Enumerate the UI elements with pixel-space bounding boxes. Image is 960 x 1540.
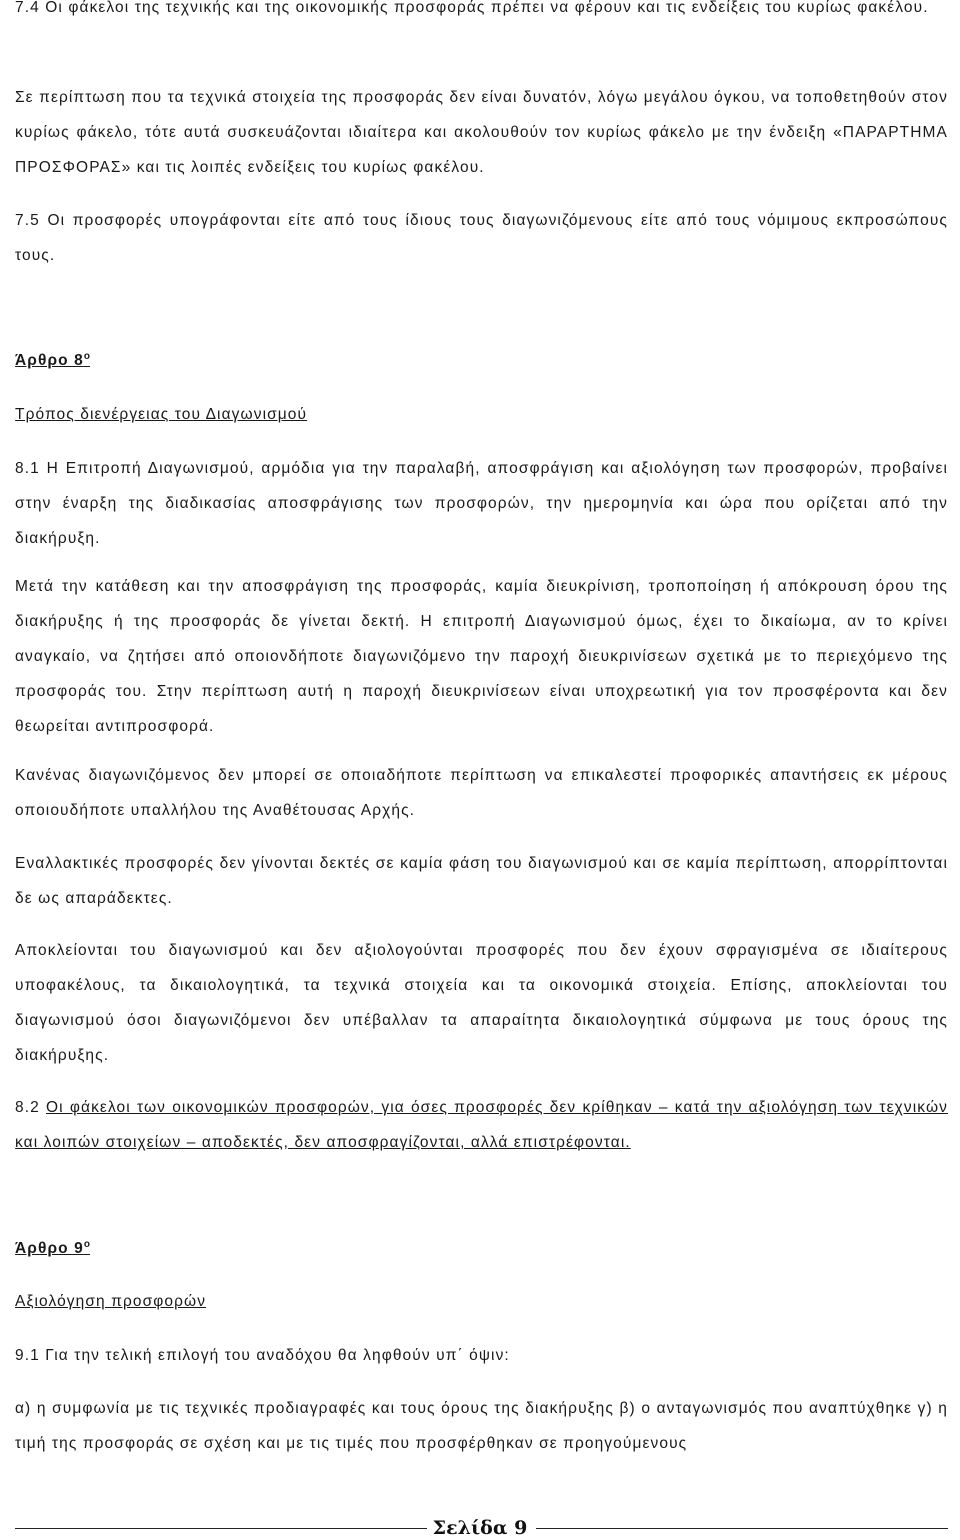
paragraph-8-1-clarifications: Μετά την κατάθεση και την αποσφράγιση της προσφοράς, καμία διευκρίνιση, τροποποίηση ή απόκρουση όρου της διακήρυξης ή της προσφοράς δε γίνεται δεκτή. Η επιτροπή Διαγωνισμού όμως, έχει το δικαίωμα, αν το κρίνει αναγκαίο, να ζητήσει από οποιονδήποτε διαγωνιζόμενο την παροχή διευκρινίσεων σχετικά με το περιεχόμενο της προσφοράς του. Στην περίπτωση αυτή η παροχή διευκρινίσεων είναι υποχρεωτική για τον προσφέροντα και δεν θεωρείται αντιπροσφορά. (15, 578, 948, 735)
paragraph-7-5: 7.5 Οι προσφορές υπογράφονται είτε από τους ίδιους τους διαγωνιζόμενους είτε από τους νόμιμους εκπροσώπους τους. (15, 212, 948, 264)
paragraph-8-2-underlined: Οι φάκελοι των οικονομικών προσφορών, για όσες προσφορές δεν κρίθηκαν – κατά την αξιολόγηση των τεχνικών και λοιπών στοιχείων – αποδεκτές, δεν αποσφραγίζονται, αλλά επιστρέφονται. (15, 1099, 948, 1151)
article-8-heading: Άρθρο $8^o$ (15, 351, 90, 369)
paragraph-9-1: 9.1 Για την τελική επιλογή του αναδόχου θα ληφθούν υπ΄ όψιν: (15, 1347, 510, 1364)
paragraph-8-1-oral-answers: Κανένας διαγωνιζόμενος δεν μπορεί σε οποιαδήποτε περίπτωση να επικαλεστεί προφορικές απαντήσεις εκ μέρους οποιουδήποτε υπαλλήλου της Αναθέτουσας Αρχής. (15, 767, 948, 819)
paragraph-8-1: 8.1 Η Επιτροπή Διαγωνισμού, αρμόδια για την παραλαβή, αποσφράγιση και αξιολόγηση των προσφορών, προβαίνει στην έναρξη της διαδικασίας αποσφράγισης των προσφορών, την ημερομηνία και ώρα που ορίζεται από την διακήρυξη. (15, 460, 948, 547)
paragraph-7-4-continued: Σε περίπτωση που τα τεχνικά στοιχεία της προσφοράς δεν είναι δυνατόν, λόγω μεγάλου όγκου, να τοποθετηθούν στον κυρίως φάκελο, τότε αυτά συσκευάζονται ιδιαίτερα και ακολουθούν τον κυρίως φάκελο με την ένδειξη «ΠΑΡΑΡΤΗΜΑ ΠΡΟΣΦΟΡΑΣ» και τις λοιπές ενδείξεις του κυρίως φακέλου. (15, 89, 948, 176)
paragraph-8-1-alternatives: Εναλλακτικές προσφορές δεν γίνονται δεκτές σε καμία φάση του διαγωνισμού και σε καμία περίπτωση, απορρίπτονται δε ως απαράδεκτες. (15, 855, 948, 907)
paragraph-9-1-criteria: α) η συμφωνία με τις τεχνικές προδιαγραφές και τους όρους της διακήρυξης β) ο ανταγωνισμός που αναπτύχθηκε γ) η τιμή της προσφοράς σε σχέση και με τις τιμές που προσφέρθηκαν σε προηγούμενους (15, 1400, 948, 1452)
article-9-heading: Άρθρο $9^o$ (15, 1239, 90, 1257)
paragraph-8-1-exclusions: Αποκλείονται του διαγωνισμού και δεν αξιολογούνται προσφορές που δεν έχουν σφραγισμένα σε ιδιαίτερους υποφακέλους, τα δικαιολογητικά, τα τεχνικά στοιχεία και τα οικονομικά στοιχεία. Επίσης, αποκλείονται του διαγωνισμού όσοι διαγωνιζόμενοι δεν υπέβαλλαν τα απαραίτητα δικαιολογητικά σύμφωνα με τους όρους της διακήρυξης. (15, 942, 948, 1064)
page-number: Σελίδα 9 (432, 1517, 528, 1539)
paragraph-8-2: 8.2 Οι φάκελοι των οικονομικών προσφορών, για όσες προσφορές δεν κρίθηκαν – κατά την αξιολόγηση των τεχνικών και λοιπών στοιχείων – αποδεκτές, δεν αποσφραγίζονται, αλλά επιστρέφονται. (15, 1099, 948, 1151)
article-8-subtitle: Τρόπος διενέργειας του Διαγωνισμού (15, 406, 308, 423)
paragraph-7-4: 7.4 Οι φάκελοι της τεχνικής και της οικονομικής προσφοράς πρέπει να φέρουν και τις ενδείξεις του κυρίως φακέλου. (15, 0, 929, 16)
article-9-subtitle: Αξιολόγηση προσφορών (15, 1293, 207, 1310)
page-footer (0, 1516, 960, 1540)
